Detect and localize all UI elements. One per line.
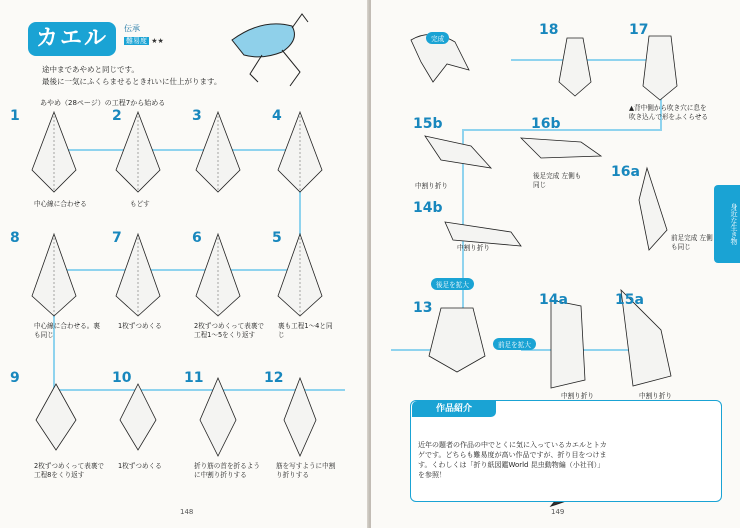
diagram-16a xyxy=(639,168,667,250)
step-num-16b: 16b xyxy=(531,116,561,132)
diagram-16b xyxy=(521,138,601,158)
diagram-18 xyxy=(559,38,591,96)
step-caption-14b: 中割り折り xyxy=(457,244,490,252)
step-caption-2: もどす xyxy=(130,200,150,208)
step-caption-11: 折り筋の首を折るように中割り折りする xyxy=(194,462,260,479)
step-num-4: 4 xyxy=(272,108,282,124)
step-num-12: 12 xyxy=(264,370,284,386)
intro-title: 作品紹介 xyxy=(412,401,496,417)
left-diagrams xyxy=(0,0,369,528)
diagram-15b xyxy=(425,136,491,168)
intro-text: 近年の題者の作品の中でとくに気に入っているカエルとトカゲです。どちらも難易度が高い作品ですが、折り目をつけます。くわしくは「折り紙図鑑World 昆虫動物編（小社刊）」を参照！ xyxy=(418,441,607,479)
hind-leg-zoom-pill: 後足を拡大 xyxy=(431,278,474,290)
step-num-10: 10 xyxy=(112,370,132,386)
step-caption-6: 2枚ずつめくって表裏で工程1〜5をくり返す xyxy=(194,322,265,339)
step-num-14a: 14a xyxy=(539,292,568,308)
step-num-1: 1 xyxy=(10,108,20,124)
diagram-9 xyxy=(36,384,76,450)
step-num-6: 6 xyxy=(192,230,202,246)
front-leg-zoom-pill: 前足を拡大 xyxy=(493,338,536,350)
right-page xyxy=(371,0,740,528)
step-caption-10: 1枚ずつめくる xyxy=(118,462,162,470)
step-caption-16a: 前足完成 左側も同じ xyxy=(671,234,713,251)
step-num-11: 11 xyxy=(184,370,204,386)
step-num-3: 3 xyxy=(192,108,202,124)
complete-badge: 完成 xyxy=(426,32,449,44)
step-num-17: 17 xyxy=(629,22,649,38)
step-num-15a: 15a xyxy=(615,292,644,308)
step-caption-16b: 後足完成 左側も同じ xyxy=(533,172,582,189)
step-caption-7: 1枚ずつめくる xyxy=(118,322,162,330)
frog-illustration xyxy=(232,14,308,86)
lead-line-2: 最後に一気にふくらませるときれいに仕上がります。 xyxy=(42,77,222,86)
page-number-right: 149 xyxy=(551,508,565,516)
step-num-5: 5 xyxy=(272,230,282,246)
step-caption-15b: 中割り折り xyxy=(415,182,448,190)
step-num-14b: 14b xyxy=(413,200,443,216)
step-caption-8: 中心線に合わせる。裏も同じ xyxy=(34,322,100,339)
difficulty-label: 難易度 xyxy=(126,37,147,45)
lead-line-1: 途中まであやめと同じです。 xyxy=(42,65,139,74)
step-num-7: 7 xyxy=(112,230,122,246)
step-num-2: 2 xyxy=(112,108,122,124)
step-num-16a: 16a xyxy=(611,164,640,180)
step-caption-1: 中心線に合わせる xyxy=(34,200,87,208)
step-num-18: 18 xyxy=(539,22,559,38)
step-num-15b: 15b xyxy=(413,116,443,132)
step-caption-5: 裏も工程1〜4と同じ xyxy=(278,322,333,339)
diagram-13 xyxy=(429,308,485,372)
step-caption-17: ▲背中側から吹き穴に息を吹き込んで形をふくらせる xyxy=(629,104,708,121)
step-num-13: 13 xyxy=(413,300,433,316)
start-note: あやめ（28ページ）の工程7から始める xyxy=(40,99,166,107)
flow-line xyxy=(54,150,300,390)
step-caption-15a: 中割り折り xyxy=(639,392,672,400)
side-tab-label: 身近な生き物 xyxy=(727,185,740,263)
step-caption-14a: 中割り折り xyxy=(561,392,594,400)
page-title: カエル xyxy=(28,22,116,56)
diagram-17 xyxy=(643,36,677,100)
diagram-10 xyxy=(120,384,156,450)
category-label: 伝承 xyxy=(124,24,140,33)
difficulty-stars: ★★ xyxy=(151,37,164,45)
page-number-left: 148 xyxy=(180,508,194,516)
step-caption-9: 2枚ずつめくって表裏で工程8をくり返す xyxy=(34,462,105,479)
step-caption-12: 筋を写すように中割り折りする xyxy=(276,462,336,479)
left-page xyxy=(0,0,369,528)
step-num-8: 8 xyxy=(10,230,20,246)
diagram-14a xyxy=(551,300,585,388)
step-num-9: 9 xyxy=(10,370,20,386)
diagram-14b xyxy=(445,222,521,246)
